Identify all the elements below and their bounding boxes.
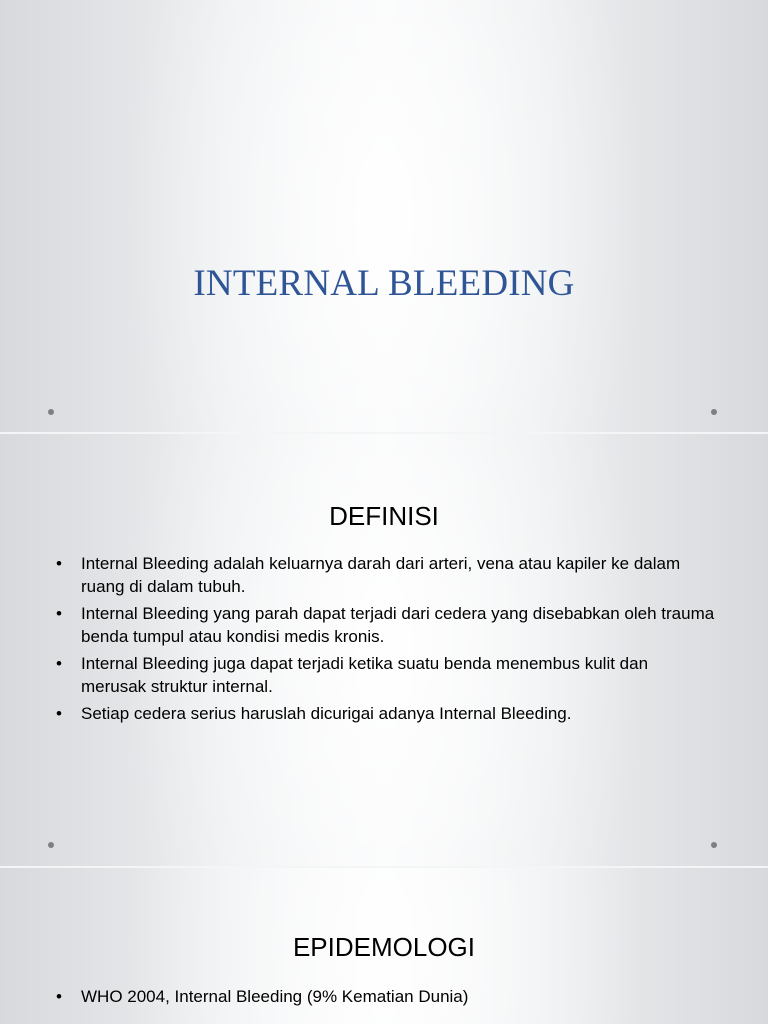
corner-dot-icon <box>48 842 54 848</box>
bullet-icon: • <box>56 554 62 573</box>
corner-dot-icon <box>711 842 717 848</box>
bullet-icon: • <box>56 604 62 623</box>
bullet-icon: • <box>56 987 62 1006</box>
list-item-text: Internal Bleeding adalah keluarnya darah dari arteri, vena atau kapiler ke dalam ruang di dalam tubuh. <box>81 554 681 596</box>
bullet-icon: • <box>56 654 62 673</box>
list-item-text: Internal Bleeding yang parah dapat terjadi dari cedera yang disebabkan oleh trauma benda tumpul atau kondisi medis kronis. <box>81 604 715 646</box>
slide-3 <box>0 868 768 1024</box>
corner-dot-icon <box>48 409 54 415</box>
section-heading: DEFINISI <box>329 501 439 531</box>
list-item-text: Setiap cedera serius haruslah dicurigai adanya Internal Bleeding. <box>81 704 572 723</box>
slide-title: INTERNAL BLEEDING <box>193 263 575 304</box>
bullet-icon: • <box>56 704 62 723</box>
list-item <box>56 985 716 1008</box>
slide-1 <box>0 0 768 432</box>
slide-2 <box>0 434 768 866</box>
bullet-list <box>56 552 716 729</box>
list-item <box>56 702 716 725</box>
list-item <box>56 652 716 698</box>
section-heading: EPIDEMOLOGI <box>292 932 476 962</box>
list-item <box>56 552 716 598</box>
list-item-text: WHO 2004, Internal Bleeding (9% Kematian Dunia) <box>81 987 469 1006</box>
list-item-text: Internal Bleeding juga dapat terjadi ketika suatu benda menembus kulit dan merusak struktur internal. <box>81 654 649 696</box>
list-item <box>56 602 716 648</box>
bullet-list <box>56 985 716 1012</box>
corner-dot-icon <box>711 409 717 415</box>
